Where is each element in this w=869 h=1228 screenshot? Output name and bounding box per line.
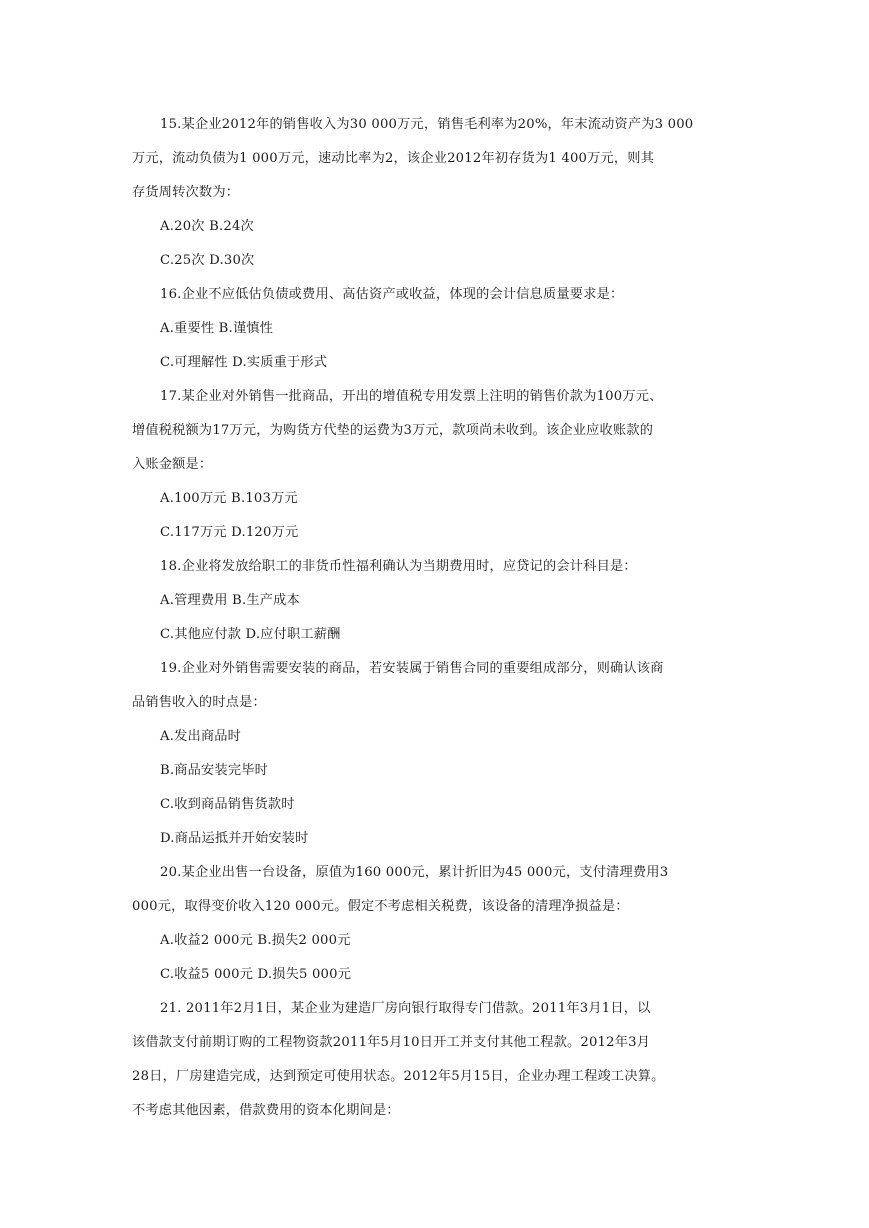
question-text: 21. 2011年2月1日，某企业为建造厂房向银行取得专门借款。2011年3月1日，以 [160, 1001, 651, 1016]
answer-option: D.商品运抵并开始安装时 [160, 831, 309, 846]
answer-option: A.100万元 B.103万元 [160, 491, 298, 506]
answer-option: A.重要性 B.谨慎性 [160, 321, 274, 336]
question-text: 18.企业将发放给职工的非货币性福利确认为当期费用时，应贷记的会计科目是： [160, 559, 637, 574]
answer-option: B.商品安装完毕时 [160, 763, 268, 778]
answer-option: C.其他应付款 D.应付职工薪酬 [160, 627, 341, 642]
question-text: 该借款支付前期订购的工程物资款2011年5月10日开工并支付其他工程款。2012年3月 [132, 1035, 651, 1050]
question-text: 存货周转次数为： [132, 185, 240, 200]
question-15 [132, 108, 742, 278]
question-18 [132, 550, 742, 652]
answer-option: C.收益5 000元 D.损失5 000元 [160, 967, 352, 982]
question-text: 万元，流动负债为1 000万元，速动比率为2，该企业2012年初存货为1 400万元，则其 [132, 151, 655, 166]
question-16 [132, 278, 742, 380]
question-text: 15.某企业2012年的销售收入为30 000万元，销售毛利率为20%，年末流动资产为3 000 [160, 117, 694, 132]
question-text: 增值税税额为17万元，为购货方代垫的运费为3万元，款项尚未收到。该企业应收账款的 [132, 423, 654, 438]
answer-option: C.收到商品销售货款时 [160, 797, 295, 812]
question-text: 不考虑其他因素，借款费用的资本化期间是： [132, 1103, 400, 1118]
document-page [132, 108, 742, 1128]
question-text: 入账金额是： [132, 457, 213, 472]
answer-option: C.117万元 D.120万元 [160, 525, 299, 540]
question-19 [132, 652, 742, 856]
question-21 [132, 992, 742, 1128]
question-text: 16.企业不应低估负债或费用、高估资产或收益，体现的会计信息质量要求是： [160, 287, 624, 302]
question-text: 28日，厂房建造完成，达到预定可使用状态。2012年5月15日，企业办理工程竣工决算。 [132, 1069, 665, 1084]
answer-option: A.收益2 000元 B.损失2 000元 [160, 933, 351, 948]
question-17 [132, 380, 742, 550]
answer-option: A.管理费用 B.生产成本 [160, 593, 300, 608]
question-text: 17.某企业对外销售一批商品，开出的增值税专用发票上注明的销售价款为100万元、 [160, 389, 663, 404]
question-text: 20.某企业出售一台设备，原值为160 000元，累计折旧为45 000元，支付清理费用3 [160, 865, 669, 880]
answer-option: A.发出商品时 [160, 729, 242, 744]
question-20 [132, 856, 742, 992]
answer-option: A.20次 B.24次 [160, 219, 254, 234]
question-text: 品销售收入的时点是： [132, 695, 266, 710]
answer-option: C.25次 D.30次 [160, 253, 255, 268]
question-text: 19.企业对外销售需要安装的商品，若安装属于销售合同的重要组成部分，则确认该商 [160, 661, 664, 676]
answer-option: C.可理解性 D.实质重于形式 [160, 355, 328, 370]
question-text: 000元，取得变价收入120 000元。假定不考虑相关税费，该设备的清理净损益是： [132, 899, 629, 914]
